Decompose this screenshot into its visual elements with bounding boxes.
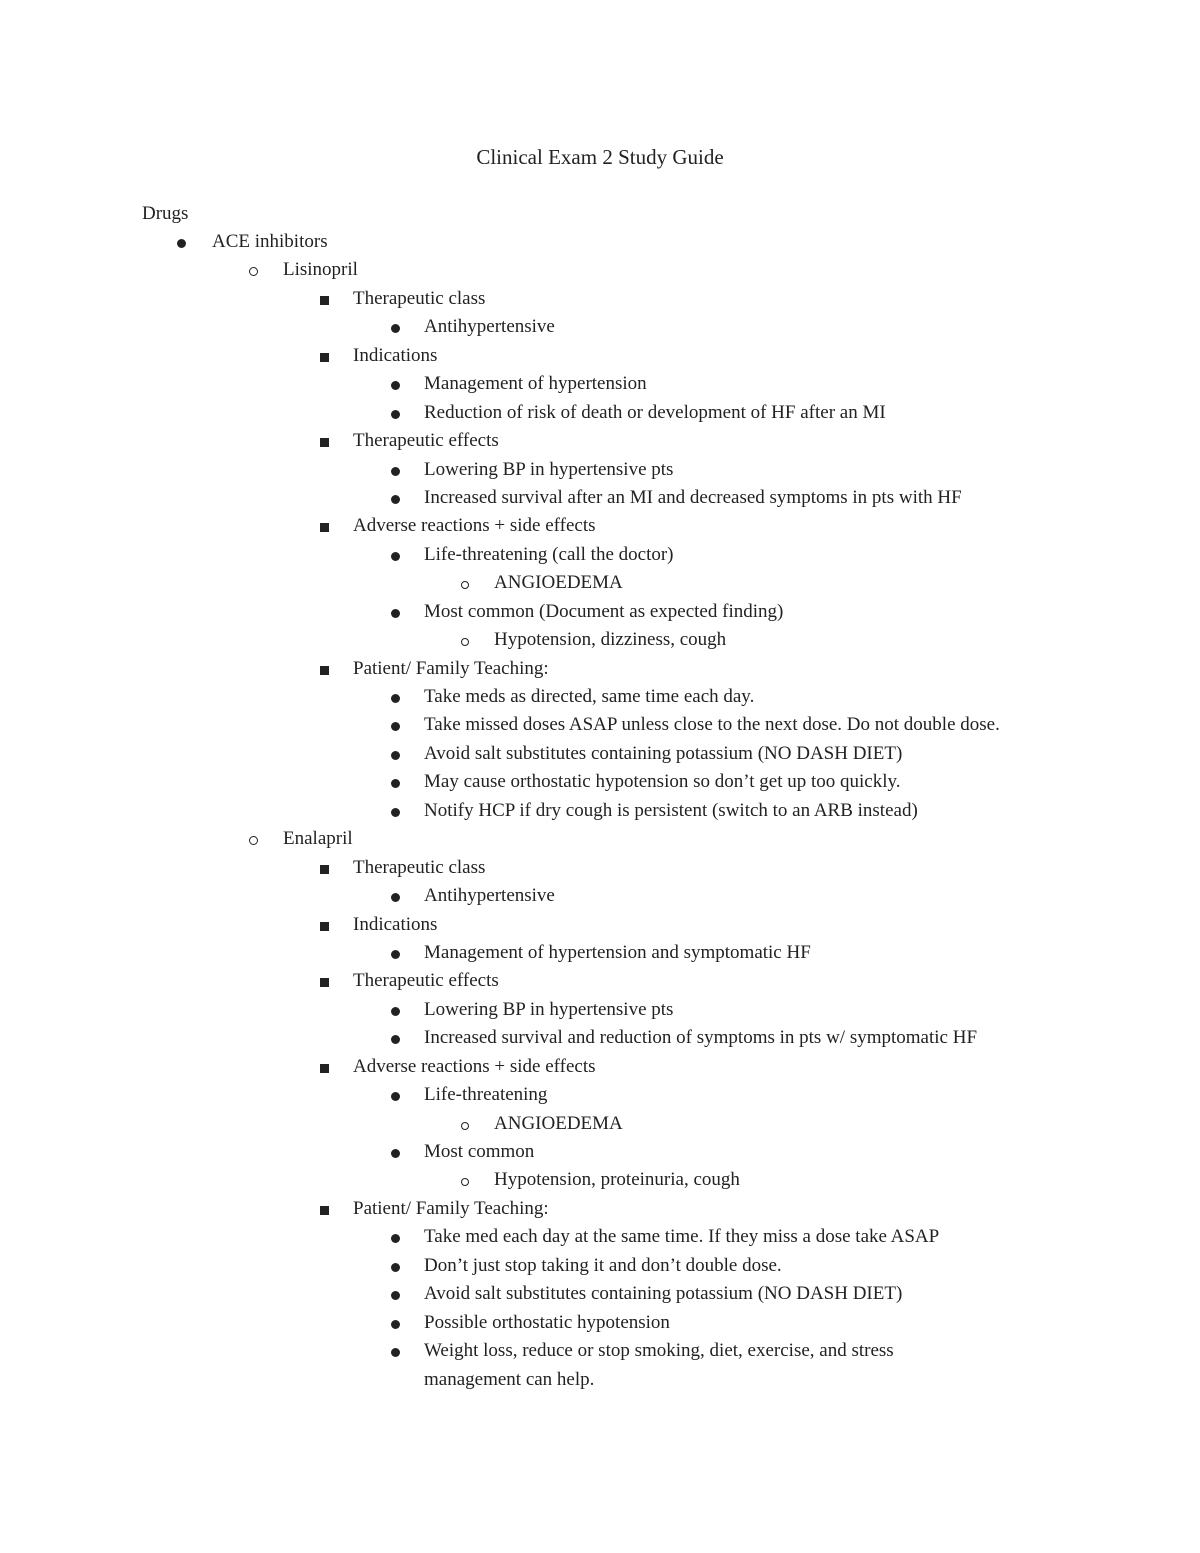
list-item-text: Reduction of risk of death or development of HF after an MI xyxy=(424,401,886,423)
filled-bullet-icon xyxy=(391,1149,400,1158)
list-item-text: Enalapril xyxy=(283,828,353,850)
filled-bullet-icon xyxy=(391,694,400,703)
hollow-circle-bullet-icon xyxy=(249,267,258,276)
filled-bullet-icon xyxy=(391,410,400,419)
square-bullet-icon xyxy=(320,865,329,874)
list-item-text: Take missed doses ASAP unless close to the next dose. Do not double dose. xyxy=(424,714,1000,736)
filled-bullet-icon xyxy=(391,1348,400,1357)
small-hollow-circle-bullet-icon xyxy=(461,1178,469,1186)
list-item-text: Lowering BP in hypertensive pts xyxy=(424,458,674,480)
square-bullet-icon xyxy=(320,296,329,305)
page-title: Clinical Exam 2 Study Guide xyxy=(476,145,724,169)
square-bullet-icon xyxy=(320,1206,329,1215)
list-item-text: Weight loss, reduce or stop smoking, diet, exercise, and stress management can help. xyxy=(424,1340,894,1390)
list-item-text: Notify HCP if dry cough is persistent (switch to an ARB instead) xyxy=(424,799,918,821)
filled-bullet-icon xyxy=(391,609,400,618)
filled-bullet-icon xyxy=(391,1291,400,1300)
hollow-circle-bullet-icon xyxy=(249,836,258,845)
list-item-text: Life-threatening (call the doctor) xyxy=(424,543,674,565)
list-item-text: ACE inhibitors xyxy=(212,231,328,252)
list-item-text: Patient/ Family Teaching: xyxy=(353,657,549,679)
list-item-text: Don’t just stop taking it and don’t double dose. xyxy=(424,1254,782,1276)
filled-bullet-icon xyxy=(391,1320,400,1329)
list-item-text: Increased survival after an MI and decreased symptoms in pts with HF xyxy=(424,486,962,508)
list-item-text: Lowering BP in hypertensive pts xyxy=(424,998,674,1020)
small-hollow-circle-bullet-icon xyxy=(461,1122,469,1130)
list-item-text: Therapeutic class xyxy=(353,287,486,309)
square-bullet-icon xyxy=(320,438,329,447)
list-item-text: Possible orthostatic hypotension xyxy=(424,1311,670,1333)
square-bullet-icon xyxy=(320,1064,329,1073)
filled-bullet-icon xyxy=(391,324,400,333)
square-bullet-icon xyxy=(320,922,329,931)
list-item-text: Most common xyxy=(424,1141,535,1162)
small-hollow-circle-bullet-icon xyxy=(461,581,469,589)
list-item-text: Indications xyxy=(353,344,438,366)
list-item-text: Adverse reactions + side effects xyxy=(353,1055,596,1077)
list-item-text: Therapeutic effects xyxy=(353,430,499,452)
filled-bullet-icon xyxy=(391,893,400,902)
filled-bullet-icon xyxy=(391,467,400,476)
filled-bullet-icon xyxy=(391,1092,400,1101)
list-item-text: Hypotension, proteinuria, cough xyxy=(494,1169,740,1191)
square-bullet-icon xyxy=(320,523,329,532)
filled-bullet-icon xyxy=(391,495,400,504)
list-item-text: Patient/ Family Teaching: xyxy=(353,1197,549,1219)
list-item-text: Antihypertensive xyxy=(424,885,555,907)
list-item-text: Antihypertensive xyxy=(424,316,555,338)
list-item-text: Management of hypertension xyxy=(424,373,647,395)
filled-bullet-icon xyxy=(391,751,400,760)
square-bullet-icon xyxy=(320,666,329,675)
list-item-text: Take meds as directed, same time each day. xyxy=(424,686,755,707)
small-hollow-circle-bullet-icon xyxy=(461,638,469,646)
filled-bullet-icon xyxy=(391,808,400,817)
list-item-text: Avoid salt substitutes containing potassium (NO DASH DIET) xyxy=(424,742,903,764)
square-bullet-icon xyxy=(320,978,329,987)
filled-bullet-icon xyxy=(391,1234,400,1243)
filled-bullet-icon xyxy=(391,950,400,959)
filled-bullet-icon xyxy=(177,239,186,248)
list-item-text: Most common (Document as expected finding) xyxy=(424,600,784,622)
list-item-text: Therapeutic class xyxy=(353,856,486,878)
list-item-text: Hypotension, dizziness, cough xyxy=(494,629,727,651)
list-item-text: May cause orthostatic hypotension so don’t get up too quickly. xyxy=(424,771,901,793)
list-item-text: Indications xyxy=(353,913,438,935)
filled-bullet-icon xyxy=(391,381,400,390)
list-item-text: Increased survival and reduction of symptoms in pts w/ symptomatic HF xyxy=(424,1027,978,1049)
list-item-text: Adverse reactions + side effects xyxy=(353,515,596,537)
filled-bullet-icon xyxy=(391,1035,400,1044)
list-item-text: ANGIOEDEMA xyxy=(494,1112,623,1134)
list-item-text: Management of hypertension and symptomatic HF xyxy=(424,941,811,963)
filled-bullet-icon xyxy=(391,722,400,731)
filled-bullet-icon xyxy=(391,552,400,561)
list-item-text: Life-threatening xyxy=(424,1084,548,1106)
list-item-text: Take med each day at the same time. If they miss a dose take ASAP xyxy=(424,1226,940,1248)
list-item-text: ANGIOEDEMA xyxy=(494,572,623,594)
filled-bullet-icon xyxy=(391,1263,400,1272)
filled-bullet-icon xyxy=(391,1007,400,1016)
square-bullet-icon xyxy=(320,353,329,362)
list-item-text: Lisinopril xyxy=(283,259,358,281)
filled-bullet-icon xyxy=(391,779,400,788)
section-heading: Drugs xyxy=(142,203,189,224)
list-item-text: Avoid salt substitutes containing potassium (NO DASH DIET) xyxy=(424,1283,903,1305)
list-item-text: Therapeutic effects xyxy=(353,970,499,992)
